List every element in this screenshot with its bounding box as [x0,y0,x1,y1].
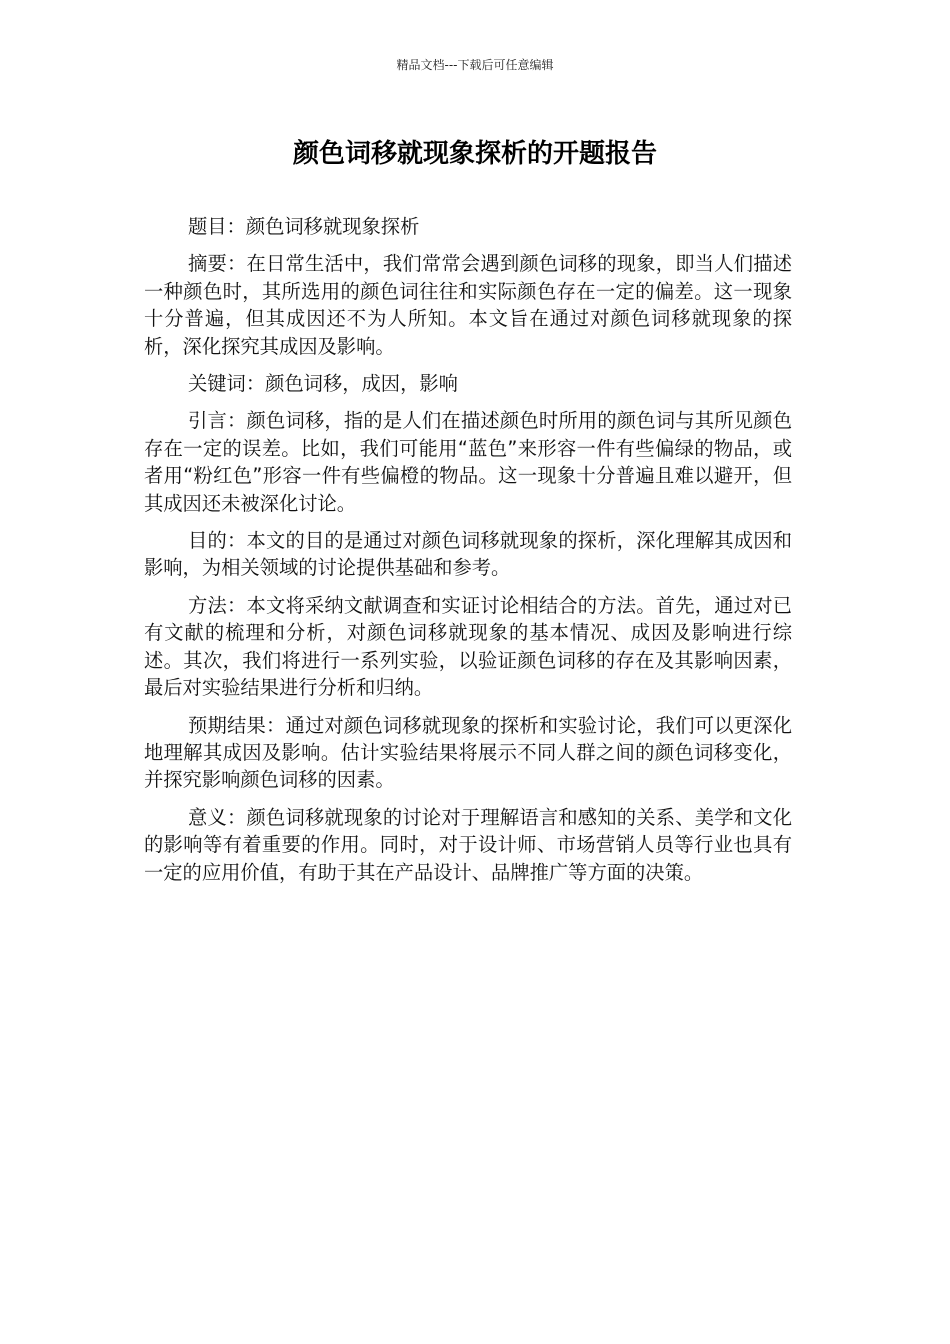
paragraph-introduction: 引言：颜色词移，指的是人们在描述颜色时所用的颜色词与其所见颜色存在一定的误差。比如，我们可能用“蓝色”来形容一件有些偏绿的物品，或者用“粉红色”形容一件有些偏橙的物品。这一现象十分普遍且难以避开，但其成因还未被深化讨论。 [144,409,792,515]
paragraph-significance: 意义：颜色词移就现象的讨论对于理解语言和感知的关系、美学和文化的影响等有着重要的作用。同时，对于设计师、市场营销人员等行业也具有一定的应用价值，有助于其在产品设计、品牌推广等方面的决策。 [144,805,792,884]
paragraph-keywords: 关键词：颜色词移，成因，影响 [188,372,458,396]
paragraph-purpose: 目的：本文的目的是通过对颜色词移就现象的探析，深化理解其成因和影响，为相关领域的讨论提供基础和参考。 [144,529,792,580]
paragraph-method: 方法：本文将采纳文献调查和实证讨论相结合的方法。首先，通过对已有文献的梳理和分析，对颜色词移就现象的基本情况、成因及影响进行综述。其次，我们将进行一系列实验，以验证颜色词移的存在及其影响因素，最后对实验结果进行分析和归纳。 [144,593,792,700]
paragraph-topic: 题目：颜色词移就现象探析 [188,215,420,238]
document-title: 颜色词移就现象探析的开题报告 [292,139,657,169]
paragraph-expected-results: 预期结果：通过对颜色词移就现象的探析和实验讨论，我们可以更深化地理解其成因及影响。估计实验结果将展示不同人群之间的颜色词移变化，并探究影响颜色词移的因素。 [144,713,792,792]
document-body [144,213,792,896]
page-header: 精品文档---下载后可任意编辑 [396,58,554,72]
paragraph-abstract: 摘要：在日常生活中，我们常常会遇到颜色词移的现象，即当人们描述一种颜色时，其所选用的颜色词往往和实际颜色存在一定的偏差。这一现象十分普遍，但其成因还不为人所知。本文旨在通过对颜色词移就现象的探析，深化探究其成因及影响。 [144,252,792,358]
